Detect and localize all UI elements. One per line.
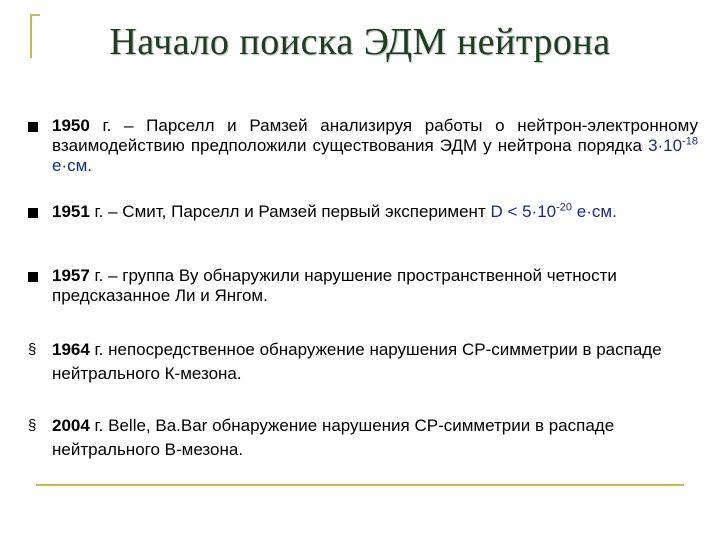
list-item-text [52,266,698,306]
item-text: г. – Смит, Парселл и Рамзей первый эксперимент [89,202,491,221]
year: 1951 [52,202,90,221]
item-text: г. – группа Ву обнаружили нарушение пространственной четности предсказанное Ли и Янгом. [52,266,617,305]
list-item-text [52,116,698,176]
slide-title: Начало поиска ЭДМ нейтрона [109,21,611,63]
list-item-2004 [28,414,698,462]
decorative-bottom-line [36,484,684,486]
formula-unit: е·см. [572,202,617,221]
square-bullet-icon [28,122,38,132]
item-text: г. Belle, Ba.Bar обнаружение нарушения СР-симметрии в распаде нейтрального В-мезона. [52,416,615,459]
formula-exponent: -20 [556,201,573,214]
year: 1950 [52,116,90,135]
year: 1964 [52,340,90,359]
year: 1957 [52,266,90,285]
list-item-text [52,414,698,462]
list-item-text [52,338,698,386]
item-text: г. непосредственное обнаружение нарушения СР-симметрии в распаде нейтрального К-мезона. [52,340,662,383]
formula-base: D < 5·10 [490,202,557,221]
list-item-text [52,202,698,222]
formula-unit: е·см. [52,156,93,175]
formula [490,202,616,221]
square-bullet-icon [28,208,38,218]
list-item-1950 [28,116,698,176]
formula-exponent: -18 [682,135,698,148]
decorative-corner-line [30,14,40,16]
list-item-1951 [28,202,698,222]
list-item-1957 [28,266,698,306]
formula-base: 3·10 [648,136,683,155]
section-bullet-icon: § [28,417,37,434]
list-item-1964 [28,338,698,386]
section-bullet-icon: § [28,341,37,358]
year: 2004 [52,416,90,435]
item-text: г. – Парселл и Рамзей анализируя работы о нейтрон-электронному взаимодействию предположили существования ЭДМ у нейтрона порядка [52,116,698,155]
square-bullet-icon [28,272,38,282]
